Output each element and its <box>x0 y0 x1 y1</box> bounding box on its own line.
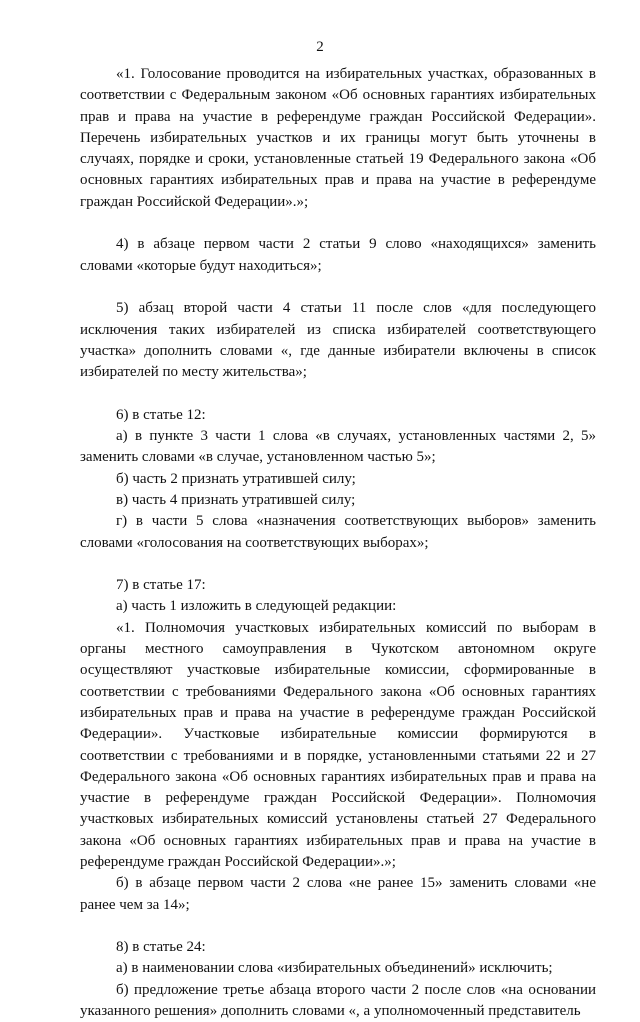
paragraph: в) часть 4 признать утратившей силу; <box>116 491 356 508</box>
paragraph: «1. Полномочия участковых избирательных комиссий по выборам в органы местного самоуправления в Чукотском автономном округе осуществляют участковые избирательные комиссии, сформированные в соответствии с требованиями Федерального закона «Об основных гарантиях избирательных прав и права на участие в референдуме граждан Российской Федерации». Участковые избирательные комиссии формируются в соответствии с требованиями и в порядке, установленными статьями 22 и 27 Федерального закона «Об основных гарантиях избирательных прав и права на участие в референдуме граждан Российской Федерации». Полномочия участковых избирательных комиссий установлены статьей 27 Федерального закона «Об основных гарантиях избирательных прав и права на участие в референдуме граждан Российской Федерации».»; <box>80 619 596 870</box>
paragraph: а) часть 1 изложить в следующей редакции: <box>116 598 397 615</box>
paragraph: «1. Голосование проводится на избирательных участках, образованных в соответствии с Федеральным законом «Об основных гарантиях избирательных прав и права на участие в референдуме граждан Российской Федерации». Перечень избирательных участков и их границы могут быть уточнены в случаях, порядке и сроки, установленные статьей 19 Федерального закона «Об основных гарантиях избирательных прав и права на участие в референдуме граждан Российской Федерации».»; <box>80 66 596 210</box>
paragraph: 4) в абзаце первом части 2 статьи 9 слово «находящихся» заменить словами «которые будут находиться»; <box>80 236 596 274</box>
paragraph-gap <box>80 554 596 575</box>
paragraph: г) в части 5 слова «назначения соответствующих выборов» заменить словами «голосования на соответствующих выборах»; <box>80 513 596 551</box>
paragraph-gap <box>80 213 596 234</box>
page-number: 2 <box>316 39 324 55</box>
paragraph: б) предложение третье абзаца второго части 2 после слов «на основании указанного решения» дополнить словами «, а уполномоченный представитель <box>80 981 596 1020</box>
paragraph: 6) в статье 12: <box>116 406 206 423</box>
paragraph: а) в наименовании слова «избирательных объединений» исключить; <box>116 960 553 977</box>
paragraph: а) в пункте 3 части 1 слова «в случаях, установленных частями 2, 5» заменить словами «в случае, установленном частью 5»; <box>80 428 596 466</box>
paragraph-gap <box>80 383 596 404</box>
paragraph: 5) абзац второй части 4 статьи 11 после слов «для последующего исключения таких избирателей из списка избирателей соответствующего участка» дополнить словами «, где данные избиратели включены в список избирателей по месту жительства»; <box>80 300 596 381</box>
paragraph-gap <box>80 277 596 298</box>
paragraph: б) часть 2 признать утратившей силу; <box>116 470 356 487</box>
paragraph-gap <box>80 916 596 937</box>
paragraph: б) в абзаце первом части 2 слова «не ранее 15» заменить словами «не ранее чем за 14»; <box>80 875 596 913</box>
paragraph: 7) в статье 17: <box>116 577 206 594</box>
document-body <box>80 64 596 1022</box>
paragraph: 8) в статье 24: <box>116 939 206 956</box>
